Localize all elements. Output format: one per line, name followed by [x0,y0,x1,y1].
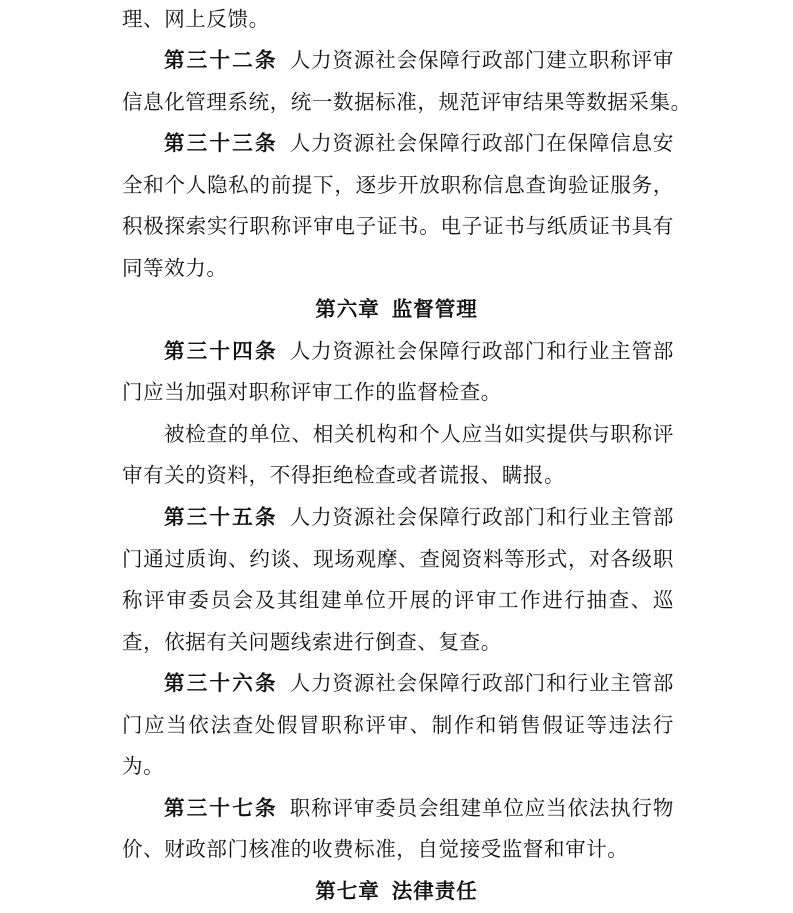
article-34-text-line: 门应当加强对职称评审工作的监督检查。 [122,380,502,404]
article-text: 人力资源社会保障行政部门和行业主管部 [289,339,674,363]
article-number: 第三十六条 [164,671,278,695]
article-text: 职称评审委员会组建单位应当依法执行物 [289,796,674,820]
article-text: 人力资源社会保障行政部门和行业主管部 [289,671,674,695]
chapter-6-heading [0,292,793,326]
article-34-first-line [164,334,674,368]
article-number: 第三十五条 [164,505,278,529]
article-37-first-line [164,791,674,825]
chapter-title: 监督管理 [391,297,478,321]
article-36-text-line: 门应当依法查处假冒职称评审、制作和销售假证等违法行 [122,713,674,737]
article-33-text-line: 积极探索实行职称评审电子证书。电子证书与纸质证书具有 [122,214,674,238]
article-35-first-line [164,500,674,534]
article-36-text-line: 为。 [122,754,165,778]
article-text: 人力资源社会保障行政部门在保障信息安 [289,131,674,155]
article-32-first-line [164,43,674,77]
chapter-number: 第七章 [315,879,380,903]
article-34-paragraph-2-line: 被检查的单位、相关机构和个人应当如实提供与职称评 [164,422,674,446]
article-number: 第三十二条 [164,48,278,72]
chapter-7-heading [0,874,793,908]
article-number: 第三十七条 [164,796,278,820]
article-32-text-line: 信息化管理系统，统一数据标准，规范评审结果等数据采集。 [122,90,692,114]
article-number: 第三十三条 [164,131,278,155]
article-33-text-line: 全和个人隐私的前提下，逐步开放职称信息查询验证服务， [122,173,674,197]
article-number: 第三十四条 [164,339,278,363]
article-36-first-line [164,666,674,700]
article-35-text-line: 称评审委员会及其组建单位开展的评审工作进行抽查、巡 [122,588,674,612]
article-37-text-line: 价、财政部门核准的收费标准，自觉接受监督和审计。 [122,837,629,861]
chapter-title: 法律责任 [391,879,478,903]
article-33-first-line [164,126,674,160]
paragraph-fragment: 理、网上反馈。 [122,7,270,31]
article-text: 人力资源社会保障行政部门建立职称评审 [289,48,674,72]
article-text: 人力资源社会保障行政部门和行业主管部 [289,505,674,529]
article-35-text-line: 查，依据有关问题线索进行倒查、复查。 [122,630,502,654]
chapter-number: 第六章 [315,297,380,321]
article-33-text-line: 同等效力。 [122,256,228,280]
article-35-text-line: 门通过质询、约谈、现场观摩、查阅资料等形式，对各级职 [122,547,674,571]
article-34-paragraph-2-line: 审有关的资料，不得拒绝检查或者谎报、瞒报。 [122,463,566,487]
